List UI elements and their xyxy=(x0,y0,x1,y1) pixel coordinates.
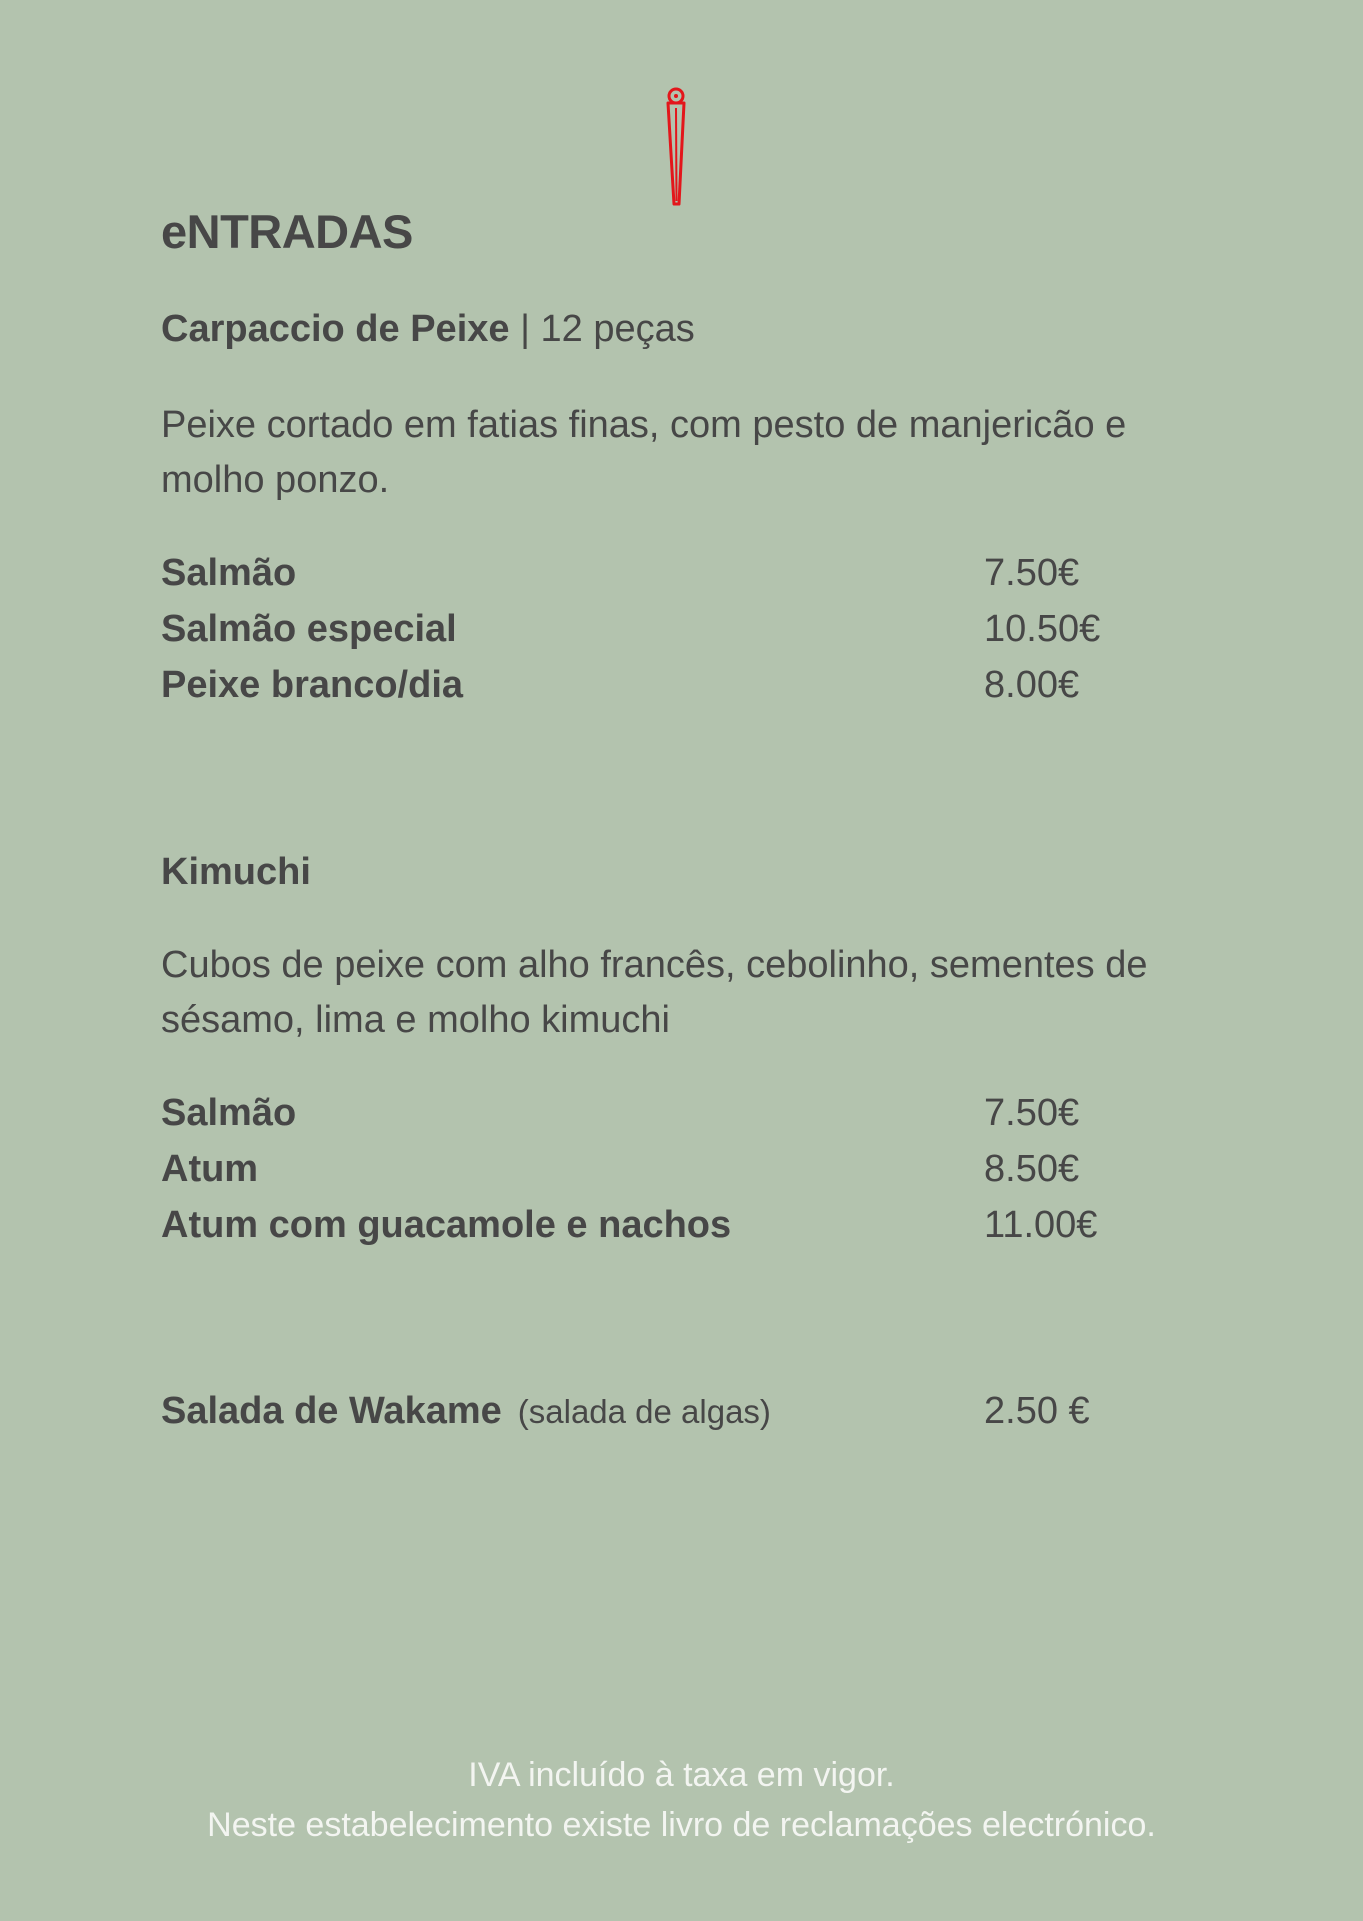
item-title xyxy=(161,848,1221,896)
price-row xyxy=(161,1197,1221,1253)
price-row xyxy=(161,1383,1221,1440)
item-quantity: 12 peças xyxy=(540,308,695,350)
menu-item-carpaccio xyxy=(161,305,1221,353)
option-label: Peixe branco/dia xyxy=(161,664,464,706)
item-name: Carpaccio de Peixe xyxy=(161,308,510,350)
price-list-carpaccio xyxy=(161,545,1221,713)
option-label xyxy=(161,1383,984,1440)
option-price: 10.50€ xyxy=(984,608,1101,650)
carpaccio-description: Peixe cortado em fatias finas, com pesto de manjericão e molho ponzo. xyxy=(161,404,1127,501)
item-name: Kimuchi xyxy=(161,851,311,893)
footer-complaints-note: Neste estabelecimento existe livro de reclamações electrónico. xyxy=(207,1806,1156,1844)
footer xyxy=(0,1750,1363,1850)
price-row xyxy=(161,545,1221,601)
item-name: Salada de Wakame xyxy=(161,1390,502,1432)
menu-item-wakame xyxy=(161,1383,1221,1440)
item-description xyxy=(161,398,1201,508)
option-price: 11.00€ xyxy=(984,1204,1098,1246)
price-row xyxy=(161,1085,1221,1141)
item-description xyxy=(161,938,1231,1048)
option-price: 7.50€ xyxy=(984,552,1080,594)
price-row xyxy=(161,657,1221,713)
option-label: Atum com guacamole e nachos xyxy=(161,1204,732,1246)
item-separator: | xyxy=(509,308,541,350)
option-price: 8.00€ xyxy=(984,664,1080,706)
item-note: (salada de algas) xyxy=(517,1393,771,1430)
footer-vat-note: IVA incluído à taxa em vigor. xyxy=(468,1756,895,1794)
option-price: 7.50€ xyxy=(984,1092,1080,1134)
kimuchi-description: Cubos de peixe com alho francês, cebolinho, sementes de sésamo, lima e molho kimuchi xyxy=(161,944,1148,1041)
option-price: 8.50€ xyxy=(984,1148,1080,1190)
option-label: Salmão xyxy=(161,552,297,594)
section-title: eNTRADAS xyxy=(161,205,413,258)
chopstick-icon xyxy=(663,86,689,206)
option-label: Atum xyxy=(161,1148,259,1190)
menu-item-kimuchi xyxy=(161,848,1221,896)
item-title xyxy=(161,305,1221,353)
option-label: Salmão xyxy=(161,1092,297,1134)
price-row xyxy=(161,1141,1221,1197)
price-row xyxy=(161,601,1221,657)
option-label: Salmão especial xyxy=(161,608,457,650)
option-price: 2.50 € xyxy=(984,1390,1090,1432)
price-list-kimuchi xyxy=(161,1085,1221,1253)
